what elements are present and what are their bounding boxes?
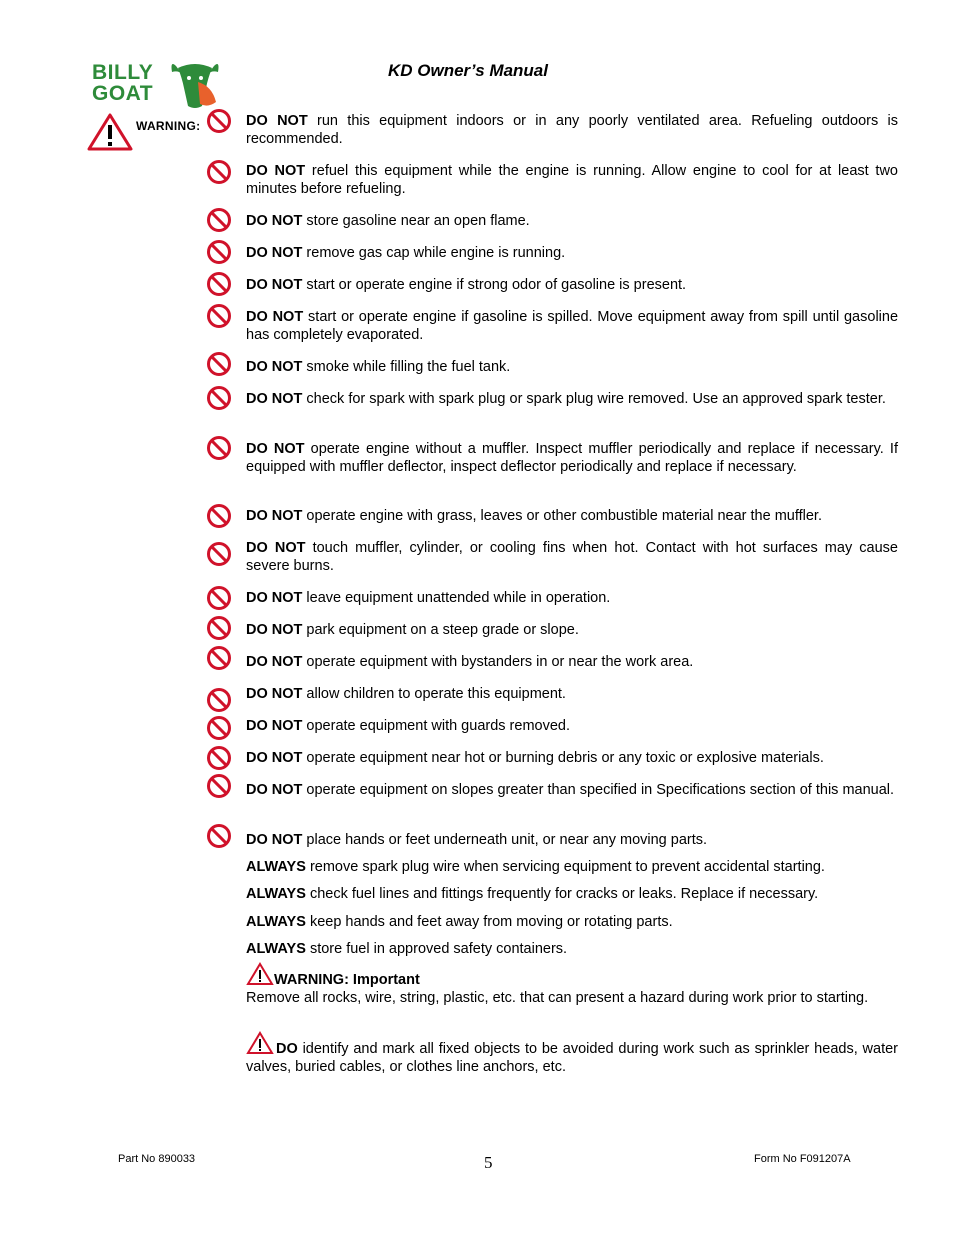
do-not-rule bbox=[246, 276, 898, 294]
warning-triangle-icon bbox=[246, 962, 274, 986]
prohibition-icon bbox=[206, 823, 232, 849]
do-not-rule bbox=[246, 112, 898, 148]
do-not-rule bbox=[246, 440, 898, 476]
always-rule bbox=[246, 885, 898, 903]
prohibition-icon bbox=[206, 585, 232, 611]
do-not-rule bbox=[246, 539, 898, 575]
prohibition-icon bbox=[206, 715, 232, 741]
prohibition-icon bbox=[206, 645, 232, 671]
rule-text: store fuel in approved safety containers. bbox=[309, 941, 568, 957]
rule-text: run this equipment indoors or in any poorly ventilated area. Refueling outdoors is recommended. bbox=[246, 113, 899, 147]
rule-text: keep hands and feet away from moving or rotating parts. bbox=[309, 914, 673, 930]
prohibition-icon bbox=[206, 303, 232, 329]
page-title: KD Owner’s Manual bbox=[388, 61, 548, 80]
rule-lead: DO NOT bbox=[246, 622, 303, 638]
rule-text: check for spark with spark plug or spark plug wire removed. Use an approved spark tester. bbox=[306, 391, 886, 407]
rule-lead: ALWAYS bbox=[246, 941, 306, 957]
always-rule bbox=[246, 940, 898, 958]
logo-line1: BILLY bbox=[92, 61, 154, 84]
do-not-rule bbox=[246, 244, 898, 262]
always-rule bbox=[246, 913, 898, 931]
warning-triangle-icon bbox=[86, 112, 134, 152]
billy-goat-logo bbox=[92, 58, 222, 112]
rule-text: operate equipment near hot or burning debris or any toxic or explosive materials. bbox=[306, 750, 824, 766]
do-not-rule bbox=[246, 589, 898, 607]
prohibition-icon bbox=[206, 351, 232, 377]
do-not-rule bbox=[246, 781, 898, 799]
important-body: Remove all rocks, wire, string, plastic, etc. that can present a hazard during work prior to starting. bbox=[246, 990, 869, 1006]
rule-lead: ALWAYS bbox=[246, 914, 306, 930]
prohibition-icon bbox=[206, 435, 232, 461]
prohibition-icon bbox=[206, 745, 232, 771]
rule-lead: DO NOT bbox=[246, 441, 305, 457]
do-rule-lead: DO bbox=[276, 1041, 298, 1057]
rule-lead: DO NOT bbox=[246, 750, 303, 766]
rule-text: store gasoline near an open flame. bbox=[306, 213, 530, 229]
do-not-rule bbox=[246, 653, 898, 671]
logo-line2: GOAT bbox=[92, 82, 154, 105]
do-not-rule bbox=[246, 162, 898, 198]
do-rule bbox=[246, 1031, 898, 1076]
do-not-rule bbox=[246, 507, 898, 525]
rule-lead: DO NOT bbox=[246, 686, 303, 702]
rule-text: check fuel lines and fittings frequently for cracks or leaks. Replace if necessary. bbox=[309, 886, 819, 902]
rule-text: operate engine without a muffler. Inspect muffler periodically and replace if necessary. If equipped with muffler deflector, inspect deflector periodically and replace if necessary. bbox=[246, 441, 898, 475]
do-not-rule bbox=[246, 749, 898, 767]
rule-text: start or operate engine if strong odor of gasoline is present. bbox=[306, 277, 687, 293]
do-not-rule bbox=[246, 685, 898, 703]
rule-text: operate equipment with bystanders in or near the work area. bbox=[306, 654, 694, 670]
do-not-rule bbox=[246, 717, 898, 735]
rule-text: remove gas cap while engine is running. bbox=[306, 245, 566, 261]
prohibition-icon bbox=[206, 385, 232, 411]
rule-text: touch muffler, cylinder, or cooling fins when hot. Contact with hot surfaces may cause severe burns. bbox=[246, 540, 898, 574]
rule-text: operate engine with grass, leaves or other combustible material near the muffler. bbox=[306, 508, 822, 524]
form-number: Form No F091207A bbox=[754, 1153, 851, 1165]
prohibition-icon bbox=[206, 108, 232, 134]
goat-head-icon bbox=[168, 58, 222, 112]
part-number: Part No 890033 bbox=[118, 1153, 196, 1165]
prohibition-icon bbox=[206, 503, 232, 529]
warning-badge bbox=[86, 112, 208, 152]
warning-label: WARNING: bbox=[136, 119, 201, 133]
always-rule bbox=[246, 858, 898, 876]
important-heading: WARNING: Important bbox=[274, 972, 420, 988]
rule-lead: ALWAYS bbox=[246, 859, 306, 875]
logo-wordmark bbox=[92, 62, 153, 104]
do-not-rule bbox=[246, 831, 898, 849]
rule-lead: DO NOT bbox=[246, 590, 303, 606]
rule-lead: DO NOT bbox=[246, 277, 303, 293]
do-rule-text: identify and mark all fixed objects to be avoided during work such as sprinkler heads, water valves, buried cables, or clothes line anchors, etc. bbox=[246, 1041, 898, 1075]
important-warning bbox=[246, 962, 898, 1007]
rule-lead: DO NOT bbox=[246, 213, 303, 229]
do-not-rule bbox=[246, 308, 898, 344]
rule-text: operate equipment with guards removed. bbox=[306, 718, 570, 734]
rule-text: park equipment on a steep grade or slope. bbox=[306, 622, 579, 638]
rule-text: leave equipment unattended while in operation. bbox=[306, 590, 611, 606]
do-not-rule bbox=[246, 390, 898, 408]
page-number: 5 bbox=[484, 1153, 493, 1172]
rule-lead: DO NOT bbox=[246, 391, 303, 407]
rule-text: refuel this equipment while the engine is running. Allow engine to cool for at least two minutes before refueling. bbox=[246, 163, 898, 197]
rule-text: place hands or feet underneath unit, or near any moving parts. bbox=[306, 832, 708, 848]
rule-lead: DO NOT bbox=[246, 654, 303, 670]
rule-text: start or operate engine if gasoline is spilled. Move equipment away from spill until gasoline has completely evaporated. bbox=[246, 309, 899, 343]
rule-lead: DO NOT bbox=[246, 359, 303, 375]
prohibition-icon bbox=[206, 541, 232, 567]
prohibition-icon bbox=[206, 271, 232, 297]
rule-lead: DO NOT bbox=[246, 540, 306, 556]
do-not-rule bbox=[246, 212, 898, 230]
rule-lead: DO NOT bbox=[246, 163, 306, 179]
rule-text: operate equipment on slopes greater than specified in Specifications section of this manual. bbox=[306, 782, 895, 798]
rule-lead: DO NOT bbox=[246, 309, 304, 325]
prohibition-icon bbox=[206, 615, 232, 641]
prohibition-icon bbox=[206, 239, 232, 265]
do-not-rule bbox=[246, 358, 898, 376]
rule-text: remove spark plug wire when servicing equipment to prevent accidental starting. bbox=[309, 859, 825, 875]
rule-lead: DO NOT bbox=[246, 782, 303, 798]
rule-text: allow children to operate this equipment. bbox=[306, 686, 566, 702]
rule-text: smoke while filling the fuel tank. bbox=[306, 359, 511, 375]
do-not-rule bbox=[246, 621, 898, 639]
prohibition-icon bbox=[206, 207, 232, 233]
warning-triangle-icon bbox=[246, 1031, 274, 1055]
prohibition-icon bbox=[206, 773, 232, 799]
rule-lead: DO NOT bbox=[246, 245, 303, 261]
rule-lead: DO NOT bbox=[246, 832, 303, 848]
prohibition-icon bbox=[206, 687, 232, 713]
rule-lead: DO NOT bbox=[246, 113, 308, 129]
rule-lead: DO NOT bbox=[246, 508, 303, 524]
rule-lead: ALWAYS bbox=[246, 886, 306, 902]
prohibition-icon bbox=[206, 159, 232, 185]
rule-lead: DO NOT bbox=[246, 718, 303, 734]
